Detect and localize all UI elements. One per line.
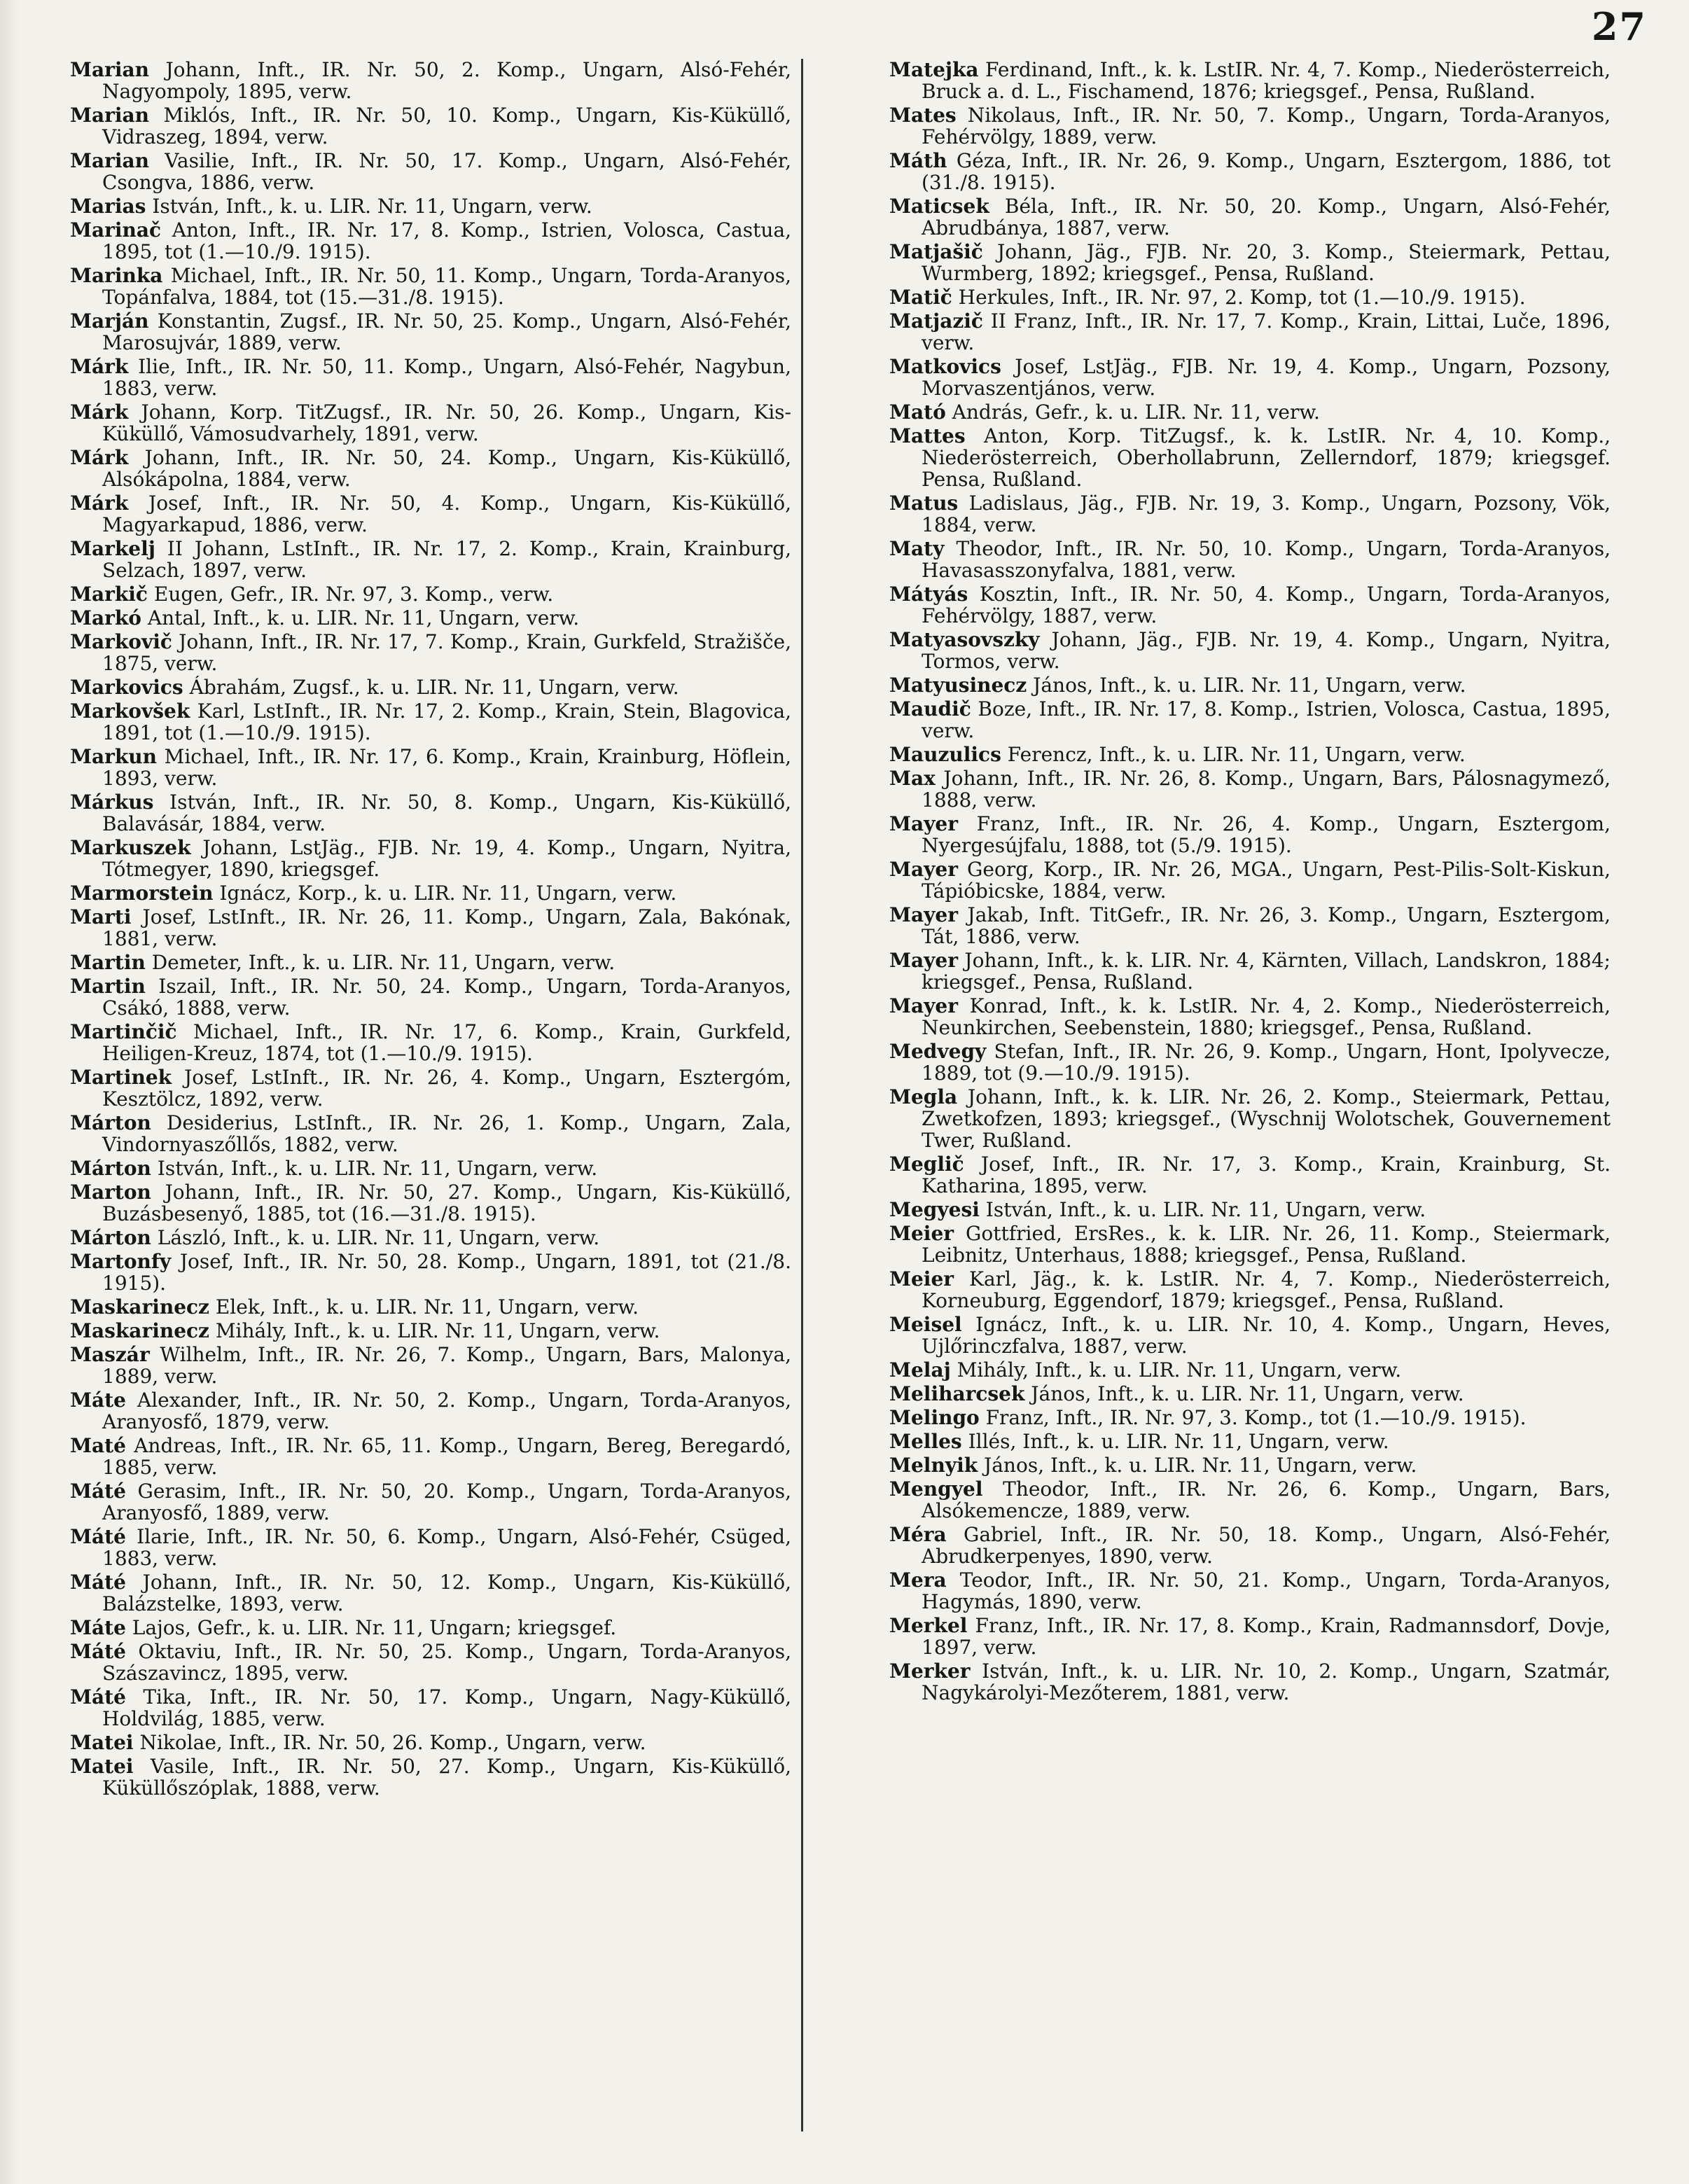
list-entry — [70, 882, 791, 904]
entry-details: Nikolaus, Inft., IR. Nr. 50, 7. Komp., Ungarn, Torda-Aranyos, Fehérvölgy, 1889, verw. — [922, 104, 1611, 148]
entry-details: András, Gefr., k. u. LIR. Nr. 11, verw. — [952, 401, 1320, 424]
entry-surname: Márk — [70, 492, 129, 515]
list-entry — [889, 1314, 1611, 1357]
list-entry — [70, 1344, 791, 1387]
entry-surname: Markovics — [70, 676, 183, 699]
list-entry — [70, 1227, 791, 1249]
list-entry — [889, 1086, 1611, 1151]
text-columns — [70, 59, 1611, 2131]
list-entry — [70, 492, 791, 536]
entry-surname: Merkel — [889, 1614, 968, 1637]
entry-details: Johann, LstJäg., FJB. Nr. 19, 4. Komp., Ungarn, Nyitra, Tótmegyer, 1890, kriegsgef. — [102, 836, 791, 881]
list-entry — [889, 1478, 1611, 1522]
entry-details: Ábrahám, Zugsf., k. u. LIR. Nr. 11, Ungarn, verw. — [189, 676, 679, 699]
entry-surname: Markovič — [70, 630, 172, 653]
list-entry — [889, 1454, 1611, 1476]
entry-surname: Markovšek — [70, 700, 190, 723]
entry-details: Mihály, Inft., k. u. LIR. Nr. 11, Ungarn, verw. — [957, 1358, 1402, 1382]
entry-details: Ferdinand, Inft., k. k. LstIR. Nr. 4, 7. Komp., Niederösterreich, Bruck a. d. L., Fischamend, 1876; kriegsgef., Pensa, Rußland. — [922, 59, 1611, 103]
list-entry — [70, 1021, 791, 1064]
entry-surname: Marian — [70, 104, 150, 127]
list-entry — [70, 1686, 791, 1730]
entry-surname: Melles — [889, 1430, 962, 1453]
entry-details: Antal, Inft., k. u. LIR. Nr. 11, Ungarn, verw. — [147, 606, 580, 630]
entry-surname: Maudič — [889, 697, 971, 721]
entry-surname: Martin — [70, 975, 146, 998]
entry-surname: Meier — [889, 1222, 954, 1245]
list-entry — [70, 1732, 791, 1753]
entry-details: Michael, Inft., IR. Nr. 50, 11. Komp., Ungarn, Torda-Aranyos, Topánfalva, 1884, tot (15.—31./8. 1915). — [102, 264, 791, 309]
entry-surname: Márton — [70, 1111, 151, 1134]
entry-details: Johann, Inft., IR. Nr. 50, 27. Komp., Ungarn, Kis-Küküllő, Buzásbesenyő, 1885, tot (16.—31./8. 1915). — [102, 1181, 791, 1225]
list-entry — [70, 1617, 791, 1639]
entry-details: Johann, Inft., IR. Nr. 17, 7. Komp., Krain, Gurkfeld, Stražišče, 1875, verw. — [102, 630, 791, 675]
list-entry — [70, 906, 791, 950]
list-entry — [70, 447, 791, 490]
entry-surname: Máté — [70, 1571, 126, 1594]
entry-details: Johann, Inft., IR. Nr. 50, 2. Komp., Ungarn, Alsó-Fehér, Nagyompoly, 1895, verw. — [102, 59, 792, 103]
list-entry — [70, 310, 791, 354]
list-entry — [70, 607, 791, 629]
entry-details: János, Inft., k. u. LIR. Nr. 11, Ungarn, verw. — [1031, 1382, 1464, 1405]
entry-details: Herkules, Inft., IR. Nr. 97, 2. Komp, tot (1.—10./9. 1915). — [958, 286, 1526, 309]
entry-details: Josef, LstJäg., FJB. Nr. 19, 4. Komp., Ungarn, Pozsony, Morvaszentjános, verw. — [922, 355, 1611, 400]
entry-surname: Martonfy — [70, 1250, 172, 1273]
entry-surname: Márk — [70, 401, 129, 424]
list-entry — [70, 1435, 791, 1478]
entry-details: Ladislaus, Jäg., FJB. Nr. 19, 3. Komp., Ungarn, Pozsony, Vök, 1884, verw. — [922, 492, 1611, 536]
list-entry — [889, 995, 1611, 1038]
list-entry — [70, 1181, 791, 1225]
entry-surname: Markun — [70, 745, 158, 768]
list-entry — [889, 425, 1611, 490]
entry-details: Johann, Jäg., FJB. Nr. 20, 3. Komp., Steiermark, Pettau, Wurmberg, 1892; kriegsgef., Pensa, Rußland. — [922, 240, 1611, 285]
entry-surname: Meier — [889, 1267, 954, 1291]
list-entry — [70, 583, 791, 605]
entry-surname: Meliharcsek — [889, 1382, 1025, 1405]
list-entry — [889, 813, 1611, 856]
list-entry — [889, 150, 1611, 193]
entry-surname: Markuszek — [70, 836, 191, 859]
entry-details: Gottfried, ErsRes., k. k. LIR. Nr. 26, 11. Komp., Steiermark, Leibnitz, Unterhaus, 1888; kriegsgef., Pensa, Rußland. — [922, 1222, 1611, 1267]
scan-edge — [0, 0, 20, 2184]
list-entry — [889, 1359, 1611, 1381]
entry-surname: Matei — [70, 1755, 134, 1778]
list-entry — [889, 538, 1611, 581]
list-entry — [70, 150, 791, 193]
list-entry — [889, 1268, 1611, 1312]
entry-details: Gerasim, Inft., IR. Nr. 50, 20. Komp., Ungarn, Torda-Aranyos, Aranyosfő, 1889, verw. — [102, 1480, 791, 1524]
entry-details: István, Inft., k. u. LIR. Nr. 11, Ungarn, verw. — [152, 195, 592, 218]
entry-surname: Maticsek — [889, 195, 989, 218]
list-entry — [889, 195, 1611, 239]
entry-details: Elek, Inft., k. u. LIR. Nr. 11, Ungarn, verw. — [215, 1295, 639, 1319]
list-entry — [70, 1526, 791, 1569]
entry-details: Johann, Korp. TitZugsf., IR. Nr. 50, 26. Komp., Ungarn, Kis-Küküllő, Vámosudvarhely, 1891, verw. — [102, 401, 791, 445]
list-entry — [889, 858, 1611, 902]
entry-surname: Meisel — [889, 1313, 962, 1336]
list-entry — [889, 401, 1611, 423]
entry-details: Franz, Inft., IR. Nr. 26, 4. Komp., Ungarn, Esztergom, Nyergesújfalu, 1888, tot (5./9. 1915). — [922, 812, 1611, 857]
list-entry — [889, 950, 1611, 993]
entry-surname: Mayer — [889, 903, 958, 926]
entry-details: Theodor, Inft., IR. Nr. 26, 6. Komp., Ungarn, Bars, Alsókemencze, 1889, verw. — [922, 1477, 1611, 1522]
entry-surname: Mayer — [889, 812, 958, 835]
list-entry — [70, 401, 791, 445]
list-entry — [889, 104, 1611, 148]
entry-details: Tika, Inft., IR. Nr. 50, 17. Komp., Ungarn, Nagy-Küküllő, Holdvilág, 1885, verw. — [102, 1685, 791, 1730]
list-entry — [70, 746, 791, 789]
list-entry — [889, 904, 1611, 947]
list-entry — [70, 1296, 791, 1318]
entry-details: Oktaviu, Inft., IR. Nr. 50, 25. Komp., Ungarn, Torda-Aranyos, Szászavincz, 1895, verw. — [102, 1640, 792, 1685]
list-entry — [889, 1569, 1611, 1613]
entry-surname: Matjašič — [889, 240, 983, 263]
entry-surname: Máth — [889, 149, 947, 172]
entry-details: Ignácz, Inft., k. u. LIR. Nr. 10, 4. Komp., Ungarn, Heves, Ujlőrinczfalva, 1887, verw. — [922, 1313, 1611, 1358]
list-entry — [889, 492, 1611, 536]
entry-surname: Marias — [70, 195, 146, 218]
list-entry — [70, 265, 791, 308]
entry-surname: Márton — [70, 1226, 151, 1249]
entry-surname: Marinač — [70, 218, 162, 242]
entry-details: Desiderius, LstInft., IR. Nr. 26, 1. Komp., Ungarn, Zala, Vindornyaszőllős, 1882, verw. — [102, 1111, 791, 1156]
entry-surname: Max — [889, 767, 936, 790]
list-entry — [70, 1641, 791, 1684]
entry-details: Ilie, Inft., IR. Nr. 50, 11. Komp., Ungarn, Alsó-Fehér, Nagybun, 1883, verw. — [102, 355, 791, 400]
list-entry — [889, 744, 1611, 765]
entry-details: Illés, Inft., k. u. LIR. Nr. 11, Ungarn, verw. — [968, 1430, 1389, 1453]
entry-details: Eugen, Gefr., IR. Nr. 97, 3. Komp., verw. — [153, 583, 554, 606]
entry-surname: Matus — [889, 492, 959, 515]
list-entry — [70, 59, 791, 102]
entry-details: Miklós, Inft., IR. Nr. 50, 10. Komp., Ungarn, Kis-Küküllő, Vidraszeg, 1894, verw. — [102, 104, 791, 148]
list-entry — [70, 631, 791, 674]
list-entry — [70, 195, 791, 217]
entry-surname: Matjazič — [889, 309, 983, 333]
entry-surname: Melaj — [889, 1358, 951, 1382]
list-entry — [70, 1755, 791, 1799]
entry-details: Johann, Inft., k. k. LIR. Nr. 26, 2. Komp., Steiermark, Pettau, Zwetkofzen, 1893; kriegsgef., (Wyschnij Wolotschek, Gouvernement Twer, Rußland. — [922, 1085, 1611, 1152]
entry-details: Vasilie, Inft., IR. Nr. 50, 17. Komp., Ungarn, Alsó-Fehér, Csongva, 1886, verw. — [102, 149, 791, 194]
entry-details: István, Inft., k. u. LIR. Nr. 11, Ungarn, verw. — [157, 1157, 598, 1180]
entry-details: István, Inft., IR. Nr. 50, 8. Komp., Ungarn, Kis-Küküllő, Balavásár, 1884, verw. — [102, 791, 791, 835]
entry-details: Josef, Inft., IR. Nr. 50, 28. Komp., Ungarn, 1891, tot (21./8. 1915). — [102, 1250, 791, 1295]
list-entry — [889, 1407, 1611, 1428]
entry-surname: Matei — [70, 1731, 134, 1754]
entry-surname: Mayer — [889, 949, 958, 972]
entry-details: Johann, Inft., IR. Nr. 50, 24. Komp., Ungarn, Kis-Küküllő, Alsókápolna, 1884, verw. — [102, 446, 791, 491]
entry-details: Josef, LstInft., IR. Nr. 26, 11. Komp., Ungarn, Zala, Bakónak, 1881, verw. — [102, 905, 791, 950]
entry-details: Josef, LstInft., IR. Nr. 26, 4. Komp., Ungarn, Esztergóm, Kesztölcz, 1892, verw. — [102, 1066, 791, 1111]
entry-details: László, Inft., k. u. LIR. Nr. 11, Ungarn, verw. — [157, 1226, 600, 1249]
entry-details: Karl, LstInft., IR. Nr. 17, 2. Komp., Krain, Stein, Blagovica, 1891, tot (1.—10./9. 1915). — [102, 700, 791, 744]
list-entry — [889, 629, 1611, 672]
list-entry — [70, 1480, 791, 1524]
entry-surname: Martinčič — [70, 1020, 177, 1043]
entry-surname: Matyasovszky — [889, 628, 1040, 651]
entry-details: István, Inft., k. u. LIR. Nr. 10, 2. Komp., Ungarn, Szatmár, Nagykárolyi-Mezőterem, 1881, verw. — [922, 1660, 1611, 1704]
list-entry — [889, 1223, 1611, 1266]
entry-details: Theodor, Inft., IR. Nr. 50, 10. Komp., Ungarn, Torda-Aranyos, Havasasszonyfalva, 1881, verw. — [922, 537, 1611, 582]
entry-details: Konstantin, Zugsf., IR. Nr. 50, 25. Komp., Ungarn, Alsó-Fehér, Marosujvár, 1889, verw. — [102, 309, 792, 354]
entry-surname: Máté — [70, 1640, 126, 1663]
entry-details: Demeter, Inft., k. u. LIR. Nr. 11, Ungarn, verw. — [151, 951, 616, 974]
entry-details: Boze, Inft., IR. Nr. 17, 8. Komp., Istrien, Volosca, Castua, 1895, verw. — [922, 697, 1611, 742]
entry-surname: Marian — [70, 59, 150, 81]
list-entry — [70, 700, 791, 744]
entry-details: Lajos, Gefr., k. u. LIR. Nr. 11, Ungarn; kriegsgef. — [132, 1616, 617, 1639]
entry-details: II Johann, LstInft., IR. Nr. 17, 2. Komp., Krain, Krainburg, Selzach, 1897, verw. — [102, 537, 791, 582]
right-column — [889, 59, 1611, 2131]
entry-details: Kosztin, Inft., IR. Nr. 50, 4. Komp., Ungarn, Torda-Aranyos, Fehérvölgy, 1887, verw. — [922, 583, 1611, 627]
page-number: 27 — [1591, 4, 1647, 49]
entry-surname: Máté — [70, 1480, 126, 1503]
entry-surname: Matkovics — [889, 355, 1001, 378]
entry-surname: Mátyás — [889, 583, 968, 606]
list-entry — [889, 356, 1611, 399]
entry-details: Franz, Inft., IR. Nr. 17, 8. Komp., Krain, Radmannsdorf, Dovje, 1897, verw. — [922, 1614, 1611, 1659]
entry-surname: Marton — [70, 1181, 151, 1204]
list-entry — [70, 356, 791, 399]
list-entry — [70, 1066, 791, 1110]
entry-surname: Máte — [70, 1616, 126, 1639]
entry-surname: Márkus — [70, 791, 154, 814]
entry-details: Franz, Inft., IR. Nr. 97, 3. Komp., tot (1.—10./9. 1915). — [985, 1406, 1527, 1429]
entry-details: Teodor, Inft., IR. Nr. 50, 21. Komp., Ungarn, Torda-Aranyos, Hagymás, 1890, verw. — [922, 1569, 1611, 1613]
entry-details: Josef, Inft., IR. Nr. 50, 4. Komp., Ungarn, Kis-Küküllő, Magyarkapud, 1886, verw. — [102, 492, 791, 536]
entry-surname: Marmorstein — [70, 882, 214, 905]
list-entry — [70, 1571, 791, 1615]
entry-surname: Mates — [889, 104, 957, 127]
entry-details: János, Inft., k. u. LIR. Nr. 11, Ungarn, verw. — [1033, 674, 1466, 697]
entry-surname: Megla — [889, 1085, 958, 1108]
left-column — [70, 59, 803, 2131]
entry-details: II Franz, Inft., IR. Nr. 17, 7. Komp., Krain, Littai, Luče, 1896, verw. — [922, 309, 1611, 354]
entry-details: Georg, Korp., IR. Nr. 26, MGA., Ungarn, Pest-Pilis-Solt-Kiskun, Tápióbicske, 1884, verw. — [922, 858, 1611, 903]
list-entry — [889, 1615, 1611, 1658]
entry-details: Mihály, Inft., k. u. LIR. Nr. 11, Ungarn, verw. — [215, 1319, 660, 1342]
entry-surname: Maskarinecz — [70, 1319, 209, 1342]
entry-details: Konrad, Inft., k. k. LstIR. Nr. 4, 2. Komp., Niederösterreich, Neunkirchen, Seebenstein, 1880; kriegsgef., Pensa, Rußland. — [922, 994, 1611, 1039]
entry-surname: Márk — [70, 446, 129, 469]
entry-surname: Mayer — [889, 994, 958, 1017]
entry-surname: Matič — [889, 286, 952, 309]
entry-details: Ignácz, Korp., k. u. LIR. Nr. 11, Ungarn, verw. — [219, 882, 677, 905]
entry-surname: Mauzulics — [889, 743, 1001, 766]
entry-details: Anton, Korp. TitZugsf., k. k. LstIR. Nr. 4, 10. Komp., Niederösterreich, Oberhollabrunn, Zellerndorf, 1879; kriegsgef. Pensa, Rußland. — [922, 424, 1611, 491]
entry-surname: Maszár — [70, 1343, 150, 1366]
list-entry — [70, 1157, 791, 1179]
entry-surname: Matyusinecz — [889, 674, 1027, 697]
list-entry — [889, 1041, 1611, 1084]
entry-surname: Melnyik — [889, 1454, 978, 1477]
list-entry — [889, 698, 1611, 742]
list-entry — [889, 1199, 1611, 1220]
list-entry — [889, 310, 1611, 354]
list-entry — [70, 538, 791, 581]
entry-surname: Medvegy — [889, 1040, 987, 1063]
entry-details: Béla, Inft., IR. Nr. 50, 20. Komp., Ungarn, Alsó-Fehér, Abrudbánya, 1887, verw. — [922, 195, 1611, 239]
entry-surname: Martinek — [70, 1066, 172, 1089]
entry-details: Gabriel, Inft., IR. Nr. 50, 18. Komp., Ungarn, Alsó-Fehér, Abrudkerpenyes, 1890, verw. — [922, 1523, 1611, 1568]
entry-surname: Mattes — [889, 424, 966, 447]
list-entry — [70, 1251, 791, 1294]
entry-details: Wilhelm, Inft., IR. Nr. 26, 7. Komp., Ungarn, Bars, Malonya, 1889, verw. — [102, 1343, 791, 1388]
entry-details: János, Inft., k. u. LIR. Nr. 11, Ungarn, verw. — [984, 1454, 1417, 1477]
entry-surname: Marian — [70, 149, 150, 172]
entry-surname: Márton — [70, 1157, 151, 1180]
list-entry — [70, 104, 791, 148]
entry-surname: Maskarinecz — [70, 1295, 209, 1319]
entry-surname: Marinka — [70, 264, 163, 287]
list-entry — [889, 59, 1611, 102]
entry-details: István, Inft., k. u. LIR. Nr. 11, Ungarn, verw. — [985, 1198, 1426, 1221]
entry-surname: Megyesi — [889, 1198, 980, 1221]
entry-details: Géza, Inft., IR. Nr. 26, 9. Komp., Ungarn, Esztergom, 1886, tot (31./8. 1915). — [922, 149, 1611, 194]
entry-details: Johann, Jäg., FJB. Nr. 19, 4. Komp., Ungarn, Nyitra, Tormos, verw. — [922, 628, 1611, 673]
entry-details: Michael, Inft., IR. Nr. 17, 6. Komp., Krain, Gurkfeld, Heiligen-Kreuz, 1874, tot (1.—10./9. 1915). — [102, 1020, 791, 1065]
list-entry — [889, 1153, 1611, 1197]
entry-surname: Méra — [889, 1523, 947, 1546]
entry-surname: Matejka — [889, 59, 979, 81]
list-entry — [70, 975, 791, 1019]
list-entry — [70, 837, 791, 880]
list-entry — [889, 583, 1611, 627]
entry-surname: Meglič — [889, 1153, 964, 1176]
entry-surname: Máté — [70, 1685, 126, 1709]
list-entry — [889, 1383, 1611, 1405]
entry-details: Michael, Inft., IR. Nr. 17, 6. Komp., Krain, Krainburg, Höflein, 1893, verw. — [102, 745, 792, 790]
entry-details: Nikolae, Inft., IR. Nr. 50, 26. Komp., Ungarn, verw. — [139, 1731, 646, 1754]
list-entry — [70, 1112, 791, 1155]
entry-surname: Markelj — [70, 537, 155, 560]
list-entry — [70, 791, 791, 835]
entry-details: Jakab, Inft. TitGefr., IR. Nr. 26, 3. Komp., Ungarn, Esztergom, Tát, 1886, verw. — [922, 903, 1611, 948]
list-entry — [70, 219, 791, 263]
entry-surname: Markič — [70, 583, 148, 606]
entry-surname: Máté — [70, 1525, 126, 1548]
entry-surname: Merker — [889, 1660, 971, 1683]
entry-details: Anton, Inft., IR. Nr. 17, 8. Komp., Istrien, Volosca, Castua, 1895, tot (1.—10./9. 1915). — [102, 218, 791, 263]
list-entry — [70, 1320, 791, 1342]
entry-surname: Martin — [70, 951, 146, 974]
entry-surname: Marján — [70, 309, 149, 333]
entry-surname: Maty — [889, 537, 945, 560]
entry-details: Johann, Inft., IR. Nr. 50, 12. Komp., Ungarn, Kis-Küküllő, Balázstelke, 1893, verw. — [102, 1571, 791, 1615]
entry-surname: Mayer — [889, 858, 958, 881]
entry-details: Andreas, Inft., IR. Nr. 65, 11. Komp., Ungarn, Bereg, Beregardó, 1885, verw. — [102, 1434, 791, 1479]
list-entry — [889, 1524, 1611, 1567]
entry-surname: Marti — [70, 905, 132, 928]
list-entry — [70, 952, 791, 973]
entry-details: Stefan, Inft., IR. Nr. 26, 9. Komp., Ungarn, Hont, Ipolyvecze, 1889, tot (9.—10./9. 1915). — [922, 1040, 1611, 1085]
entry-details: Alexander, Inft., IR. Nr. 50, 2. Komp., Ungarn, Torda-Aranyos, Aranyosfő, 1879, verw. — [102, 1389, 791, 1433]
entry-surname: Maté — [70, 1434, 126, 1457]
entry-details: Ilarie, Inft., IR. Nr. 50, 6. Komp., Ungarn, Alsó-Fehér, Csüged, 1883, verw. — [102, 1525, 792, 1570]
entry-surname: Mera — [889, 1569, 947, 1592]
entry-details: Johann, Inft., k. k. LIR. Nr. 4, Kärnten, Villach, Landskron, 1884; kriegsgef., Pensa, Rußland. — [922, 949, 1611, 994]
list-entry — [70, 676, 791, 698]
entry-details: Josef, Inft., IR. Nr. 17, 3. Komp., Krain, Krainburg, St. Katharina, 1895, verw. — [922, 1153, 1611, 1197]
entry-details: Ferencz, Inft., k. u. LIR. Nr. 11, Ungarn, verw. — [1007, 743, 1466, 766]
list-entry — [889, 241, 1611, 284]
entry-surname: Markó — [70, 606, 141, 630]
entry-details: Vasile, Inft., IR. Nr. 50, 27. Komp., Ungarn, Kis-Küküllő, Küküllőszóplak, 1888, verw. — [102, 1755, 791, 1800]
entry-details: Johann, Inft., IR. Nr. 26, 8. Komp., Ungarn, Bars, Pálosnagymező, 1888, verw. — [922, 767, 1611, 812]
list-entry — [889, 1431, 1611, 1452]
entry-surname: Máte — [70, 1389, 126, 1412]
list-entry — [889, 674, 1611, 696]
entry-details: Karl, Jäg., k. k. LstIR. Nr. 4, 7. Komp., Niederösterreich, Korneuburg, Eggendorf, 1879; kriegsgef., Pensa, Rußland. — [922, 1267, 1611, 1312]
list-entry — [889, 1660, 1611, 1704]
entry-surname: Mató — [889, 401, 946, 424]
entry-surname: Márk — [70, 355, 129, 378]
list-entry — [889, 767, 1611, 811]
entry-surname: Melingo — [889, 1406, 980, 1429]
entry-details: Iszail, Inft., IR. Nr. 50, 24. Komp., Ungarn, Torda-Aranyos, Csákó, 1888, verw. — [102, 975, 791, 1020]
entry-surname: Mengyel — [889, 1477, 983, 1501]
list-entry — [889, 286, 1611, 308]
list-entry — [70, 1389, 791, 1433]
